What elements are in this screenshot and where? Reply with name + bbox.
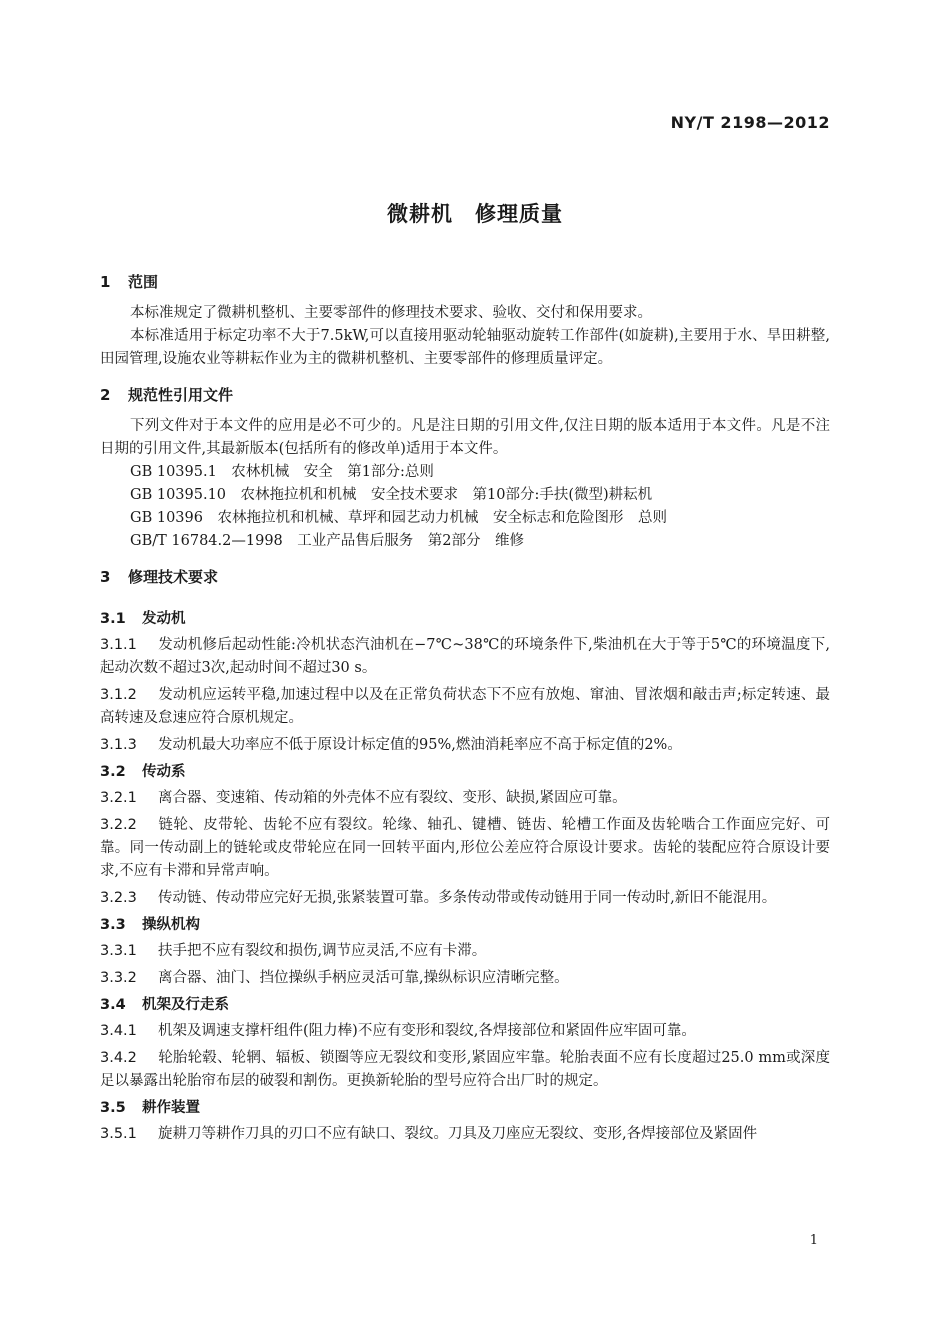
section-number: 2	[100, 386, 111, 404]
standard-code: NY/T 2198—2012	[670, 113, 830, 132]
clause-number: 3.4.1	[100, 1023, 137, 1039]
document-body	[100, 270, 830, 1150]
reference-item: GB 10395.10 农林拖拉机和机械 安全技术要求 第10部分:手扶(微型)耕耘机	[130, 487, 653, 503]
clause-number: 3.1.2	[100, 687, 137, 703]
clause-text: 传动链、传动带应完好无损,张紧装置可靠。多条传动带或传动链用于同一传动时,新旧不能混用。	[158, 890, 777, 906]
subsection-number: 3.2	[100, 764, 126, 780]
subsection-title: 操纵机构	[142, 917, 200, 933]
clause-number: 3.1.1	[100, 637, 137, 653]
section-title: 修理技术要求	[128, 568, 219, 586]
clause-text: 发动机修后起动性能:冷机状态汽油机在−7℃~38℃的环境条件下,柴油机在大于等于5℃的环境温度下,起动次数不超过3次,起动时间不超过30 s。	[100, 637, 830, 676]
clause-3-3-2	[100, 967, 830, 990]
subsection-title: 传动系	[142, 764, 186, 780]
paragraph: 本标准规定了微耕机整机、主要零部件的修理技术要求、验收、交付和保用要求。	[130, 305, 652, 321]
reference-item: GB 10396 农林拖拉机和机械、草坪和园艺动力机械 安全标志和危险图形 总则	[130, 510, 667, 526]
section-title: 规范性引用文件	[128, 386, 234, 404]
clause-number: 3.2.2	[100, 817, 137, 833]
clause-text: 离合器、变速箱、传动箱的外壳体不应有裂纹、变形、缺损,紧固应可靠。	[158, 790, 627, 806]
clause-number: 3.3.2	[100, 970, 137, 986]
clause-number: 3.2.1	[100, 790, 137, 806]
subsection-title: 机架及行走系	[142, 997, 229, 1013]
section-heading-2	[100, 383, 830, 407]
clause-number: 3.1.3	[100, 737, 137, 753]
subsection-heading-3-3	[100, 914, 830, 937]
section-number: 3	[100, 568, 111, 586]
reference-item: GB 10395.1 农林机械 安全 第1部分:总则	[130, 464, 434, 480]
paragraph: 下列文件对于本文件的应用是必不可少的。凡是注日期的引用文件,仅注日期的版本适用于本文件。凡是不注日期的引用文件,其最新版本(包括所有的修改单)适用于本文件。	[100, 418, 830, 457]
clause-3-4-1	[100, 1020, 830, 1043]
reference-item: GB/T 16784.2—1998 工业产品售后服务 第2部分 维修	[130, 533, 524, 549]
section-title: 范围	[128, 273, 159, 291]
clause-number: 3.3.1	[100, 943, 137, 959]
subsection-number: 3.5	[100, 1100, 126, 1116]
clause-3-1-1	[100, 634, 830, 680]
clause-3-5-1	[100, 1123, 830, 1146]
clause-text: 链轮、皮带轮、齿轮不应有裂纹。轮缘、轴孔、键槽、链齿、轮槽工作面及齿轮啮合工作面应完好、可靠。同一传动副上的链轮或皮带轮应在同一回转平面内,形位公差应符合原设计要求。齿轮的装配应符合原设计要求,不应有卡滞和异常声响。	[100, 817, 830, 879]
clause-3-2-1	[100, 787, 830, 810]
clause-3-2-3	[100, 887, 830, 910]
subsection-heading-3-5	[100, 1097, 830, 1120]
subsection-number: 3.3	[100, 917, 126, 933]
clause-3-3-1	[100, 940, 830, 963]
clause-text: 发动机应运转平稳,加速过程中以及在正常负荷状态下不应有放炮、窜油、冒浓烟和敲击声;标定转速、最高转速及怠速应符合原机规定。	[100, 687, 830, 726]
subsection-number: 3.4	[100, 997, 126, 1013]
subsection-heading-3-2	[100, 761, 830, 784]
subsection-heading-3-1	[100, 608, 830, 631]
clause-3-2-2	[100, 814, 830, 883]
clause-text: 发动机最大功率应不低于原设计标定值的95%,燃油消耗率应不高于标定值的2%。	[158, 737, 682, 753]
clause-text: 扶手把不应有裂纹和损伤,调节应灵活,不应有卡滞。	[158, 943, 487, 959]
subsection-heading-3-4	[100, 994, 830, 1017]
document-title: 微耕机 修理质量	[387, 202, 563, 226]
clause-3-4-2	[100, 1047, 830, 1093]
subsection-title: 耕作装置	[142, 1100, 200, 1116]
clause-text: 离合器、油门、挡位操纵手柄应灵活可靠,操纵标识应清晰完整。	[158, 970, 569, 986]
clause-number: 3.4.2	[100, 1050, 137, 1066]
clause-text: 机架及调速支撑杆组件(阻力棒)不应有变形和裂纹,各焊接部位和紧固件应牢固可靠。	[158, 1023, 696, 1039]
clause-number: 3.2.3	[100, 890, 137, 906]
subsection-title: 发动机	[142, 611, 186, 627]
page-number: 1	[809, 1233, 818, 1248]
subsection-number: 3.1	[100, 611, 126, 627]
section-number: 1	[100, 273, 111, 291]
clause-number: 3.5.1	[100, 1126, 137, 1142]
paragraph: 本标准适用于标定功率不大于7.5kW,可以直接用驱动轮轴驱动旋转工作部件(如旋耕),主要用于水、旱田耕整,田园管理,设施农业等耕耘作业为主的微耕机整机、主要零部件的修理质量评定。	[100, 328, 830, 367]
clause-text: 轮胎轮毂、轮辋、辐板、锁圈等应无裂纹和变形,紧固应牢靠。轮胎表面不应有长度超过25.0 mm或深度足以暴露出轮胎帘布层的破裂和割伤。更换新轮胎的型号应符合出厂时的规定。	[100, 1050, 830, 1089]
clause-3-1-3	[100, 734, 830, 757]
section-heading-1	[100, 270, 830, 294]
clause-text: 旋耕刀等耕作刀具的刃口不应有缺口、裂纹。刀具及刀座应无裂纹、变形,各焊接部位及紧固件	[158, 1126, 758, 1142]
section-heading-3	[100, 565, 830, 589]
clause-3-1-2	[100, 684, 830, 730]
